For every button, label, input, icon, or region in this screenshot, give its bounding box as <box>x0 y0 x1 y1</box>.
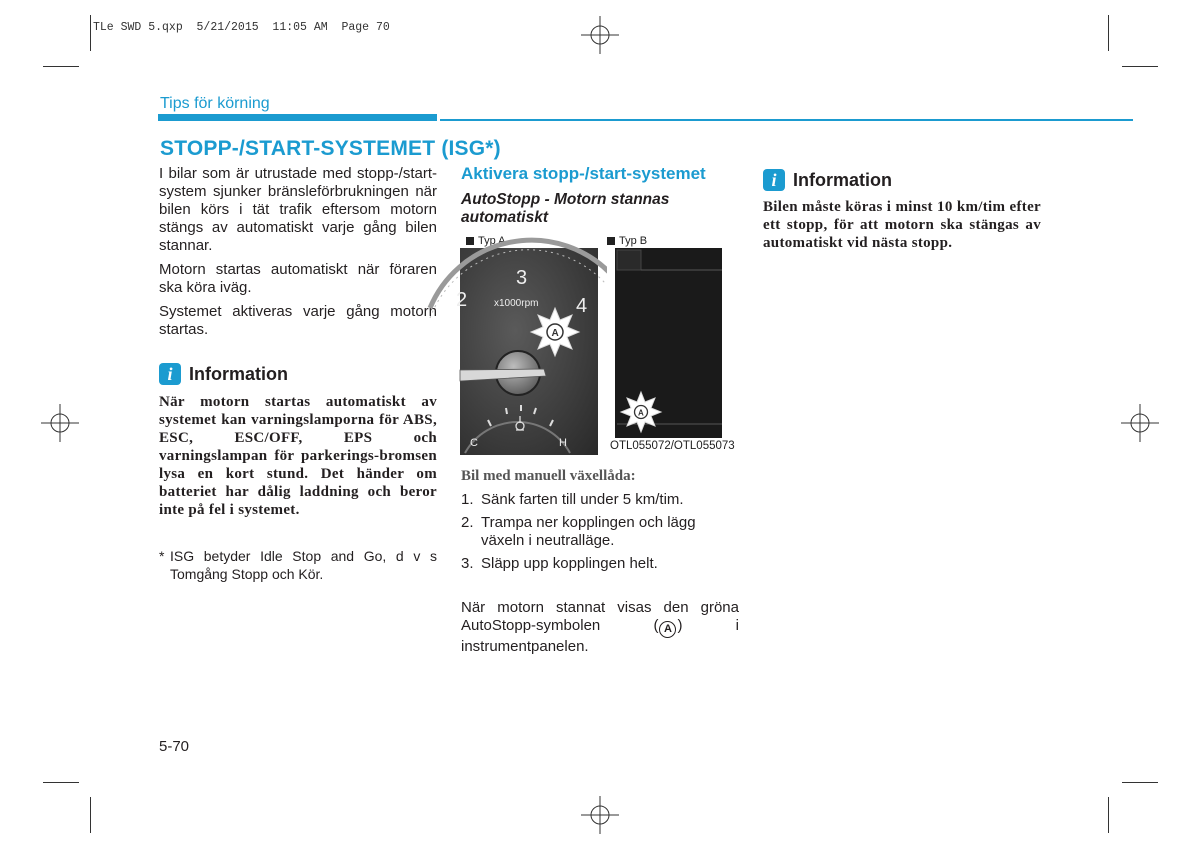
gauge-type-a-image <box>456 248 598 455</box>
bullet-square-icon <box>466 237 474 245</box>
autostop-glyph: A <box>551 328 559 339</box>
autostop-symbol-icon: A <box>659 621 676 638</box>
registration-mark-icon <box>41 404 79 442</box>
body-paragraph: Motorn startas automatiskt när föraren ska köra iväg. <box>159 261 437 296</box>
steps-list <box>461 491 739 573</box>
body-paragraph: I bilar som är utrustade med stopp-/start-system sjunker bränsleförbrukningen när bilen körs i tät trafik eftersom motorn stängs av automatiskt varje gång bilen stannar. <box>159 165 437 254</box>
middle-column-lower <box>461 467 739 662</box>
info-heading <box>159 363 437 385</box>
left-column <box>159 165 437 583</box>
crop-mark <box>90 15 91 51</box>
crop-mark <box>90 797 91 833</box>
autostop-glyph: A <box>638 408 644 418</box>
manual-heading: Bil med manuell växellåda: <box>461 468 636 484</box>
figure-label-b: Typ B <box>607 235 647 247</box>
autostop-icon <box>621 392 661 432</box>
registration-mark-icon <box>1121 404 1159 442</box>
header-rule <box>158 114 437 121</box>
file-slug: TLe SWD 5.qxp 5/21/2015 11:05 AM Page 70 <box>93 21 390 34</box>
registration-mark-icon <box>581 796 619 834</box>
gauge-temp-c: C <box>470 437 478 449</box>
info-title: Information <box>793 170 892 190</box>
gauge-temp-h: H <box>559 437 567 449</box>
section-label: Tips för körning <box>160 95 270 112</box>
crop-mark <box>1122 782 1158 783</box>
crop-mark <box>1108 15 1109 51</box>
figure-code: OTL055072/OTL055073 <box>610 440 735 452</box>
footnote <box>159 547 437 583</box>
right-column <box>763 169 1041 252</box>
gauge-tick-4: 4 <box>576 295 588 317</box>
display-type-b-image <box>607 248 738 438</box>
footnote-mark: * <box>159 548 165 564</box>
section-heading: Aktivera stopp-/start-systemet <box>461 164 706 183</box>
gauge-tick-2: 2 <box>456 289 468 311</box>
page-number: 5-70 <box>159 738 190 755</box>
middle-column <box>461 165 739 227</box>
crop-mark <box>1108 797 1109 833</box>
sub-heading: AutoStopp - Motorn stannas automatiskt <box>461 191 670 226</box>
footnote-text: ISG betyder Idle Stop and Go, d v s Tomgång Stopp och Kör. <box>170 548 437 582</box>
body-paragraph: Systemet aktiveras varje gång motorn startas. <box>159 303 437 338</box>
info-icon: i <box>159 363 181 385</box>
gauge-tick-3: 3 <box>516 267 528 289</box>
list-item: 3. Släpp upp kopplingen helt. <box>461 555 658 572</box>
autostop-icon <box>531 308 579 356</box>
info-text: När motorn startas automatiskt av systemet kan varningslamporna för ABS, ESC, ESC/OFF, EPS och varningslampan för parkerings-bromsen lysa en kort stund. Det händer om batteriet har dålig laddning och beror inte på fel i systemet. <box>159 394 437 518</box>
info-title: Information <box>189 364 288 384</box>
header-rule-thin <box>440 119 1133 121</box>
info-heading <box>763 169 1041 191</box>
list-item: 2. Trampa ner kopplingen och lägg växeln i neutralläge. <box>461 514 696 549</box>
crop-mark <box>43 66 79 67</box>
registration-mark-icon <box>581 16 619 54</box>
crop-mark <box>1122 66 1158 67</box>
info-text: Bilen måste köras i minst 10 km/tim efter ett stopp, för att motorn ska stängas av automatiskt vid nästa stopp. <box>763 199 1041 251</box>
list-item: 1. Sänk farten till under 5 km/tim. <box>461 491 684 508</box>
info-icon: i <box>763 169 785 191</box>
closing-paragraph: När motorn stannat visas den gröna AutoStopp-symbolen ( A ) i instrumentpanelen. <box>461 599 739 655</box>
bullet-square-icon <box>607 237 615 245</box>
page-title: STOPP-/START-SYSTEMET (ISG*) <box>160 137 501 160</box>
crop-mark <box>43 782 79 783</box>
gauge-rpm-unit: x1000rpm <box>494 298 539 309</box>
figure-label-a: Typ A <box>466 235 506 247</box>
